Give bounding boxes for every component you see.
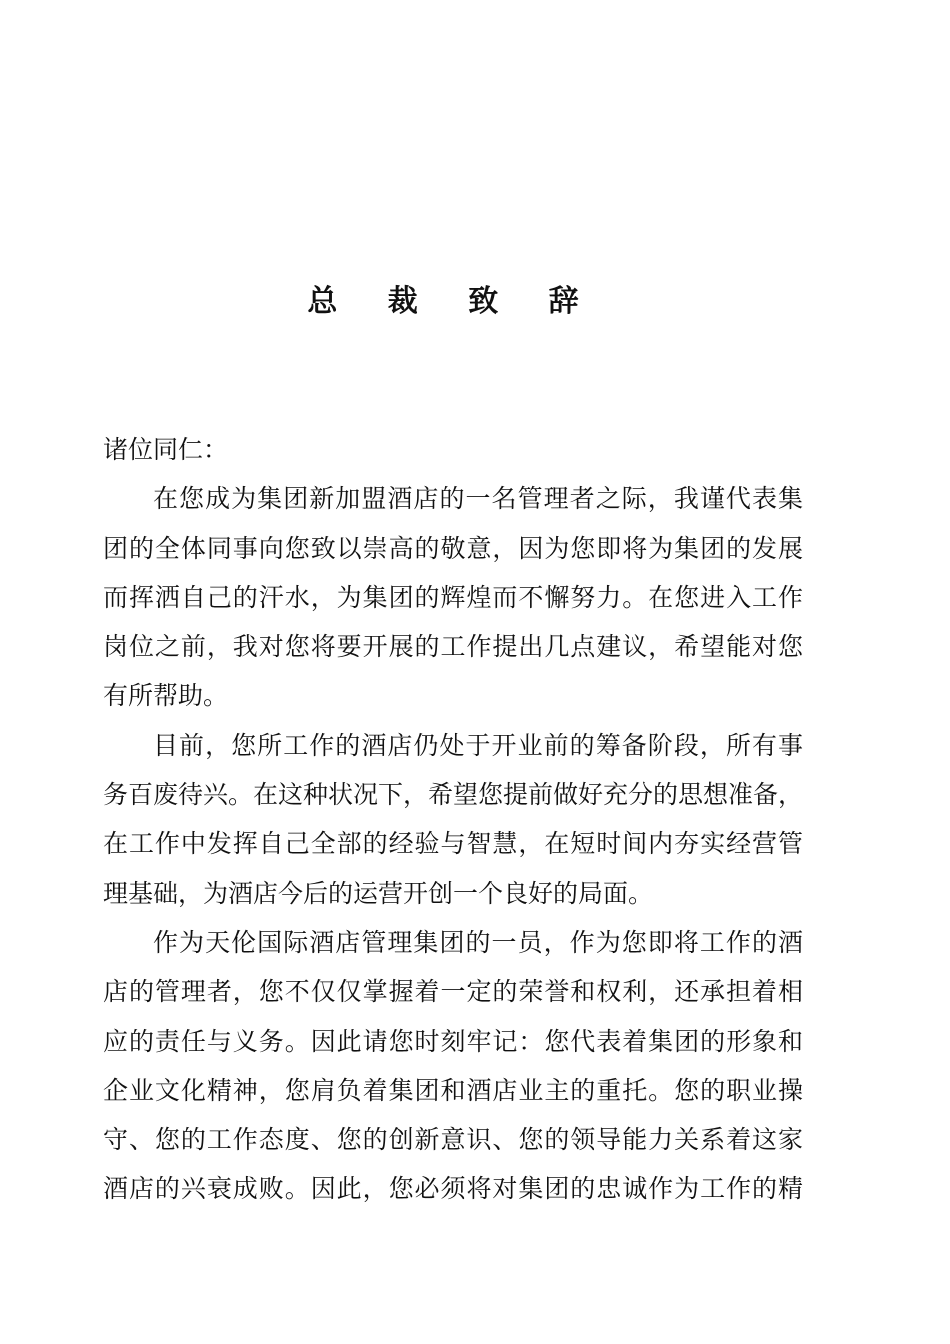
paragraph-1 [103,474,803,720]
paragraph-line: 企业文化精神，您肩负着集团和酒店业主的重托。您的职业操 [103,1075,803,1105]
paragraph-line: 守、您的工作态度、您的创新意识、您的领导能力关系着这家 [103,1125,803,1155]
paragraph-line: 务百废待兴。在这种状况下，希望您提前做好充分的思想准备， [103,780,803,810]
salutation: 诸位同仁： [103,435,229,464]
paragraph-2 [103,721,803,918]
paragraph-line: 店的管理者，您不仅仅掌握着一定的荣誉和权利，还承担着相 [103,977,803,1007]
paragraph-3 [103,918,803,1214]
paragraph-line: 有所帮助。 [103,681,229,711]
paragraph-line: 在工作中发挥自己全部的经验与智慧，在短时间内夯实经营管 [103,829,803,859]
paragraph-line: 应的责任与义务。因此请您时刻牢记：您代表着集团的形象和 [103,1026,803,1056]
paragraph-line: 在您成为集团新加盟酒店的一名管理者之际，我谨代表集 [153,484,803,514]
paragraph-line: 理基础，为酒店今后的运营开创一个良好的局面。 [103,878,654,908]
paragraph-line: 岗位之前，我对您将要开展的工作提出几点建议，希望能对您 [103,632,803,662]
paragraph-line: 而挥洒自己的汗水，为集团的辉煌而不懈努力。在您进入工作 [103,582,803,612]
paragraph-line: 目前，您所工作的酒店仍处于开业前的筹备阶段，所有事 [153,730,803,760]
paragraph-line: 团的全体同事向您致以崇高的敬意，因为您即将为集团的发展 [103,533,803,563]
paragraph-line: 酒店的兴衰成败。因此，您必须将对集团的忠诚作为工作的精 [103,1174,803,1204]
document-body [103,425,803,1214]
document-title: 总 裁 致 辞 [307,284,599,319]
paragraph-line: 作为天伦国际酒店管理集团的一员，作为您即将工作的酒 [153,927,803,957]
